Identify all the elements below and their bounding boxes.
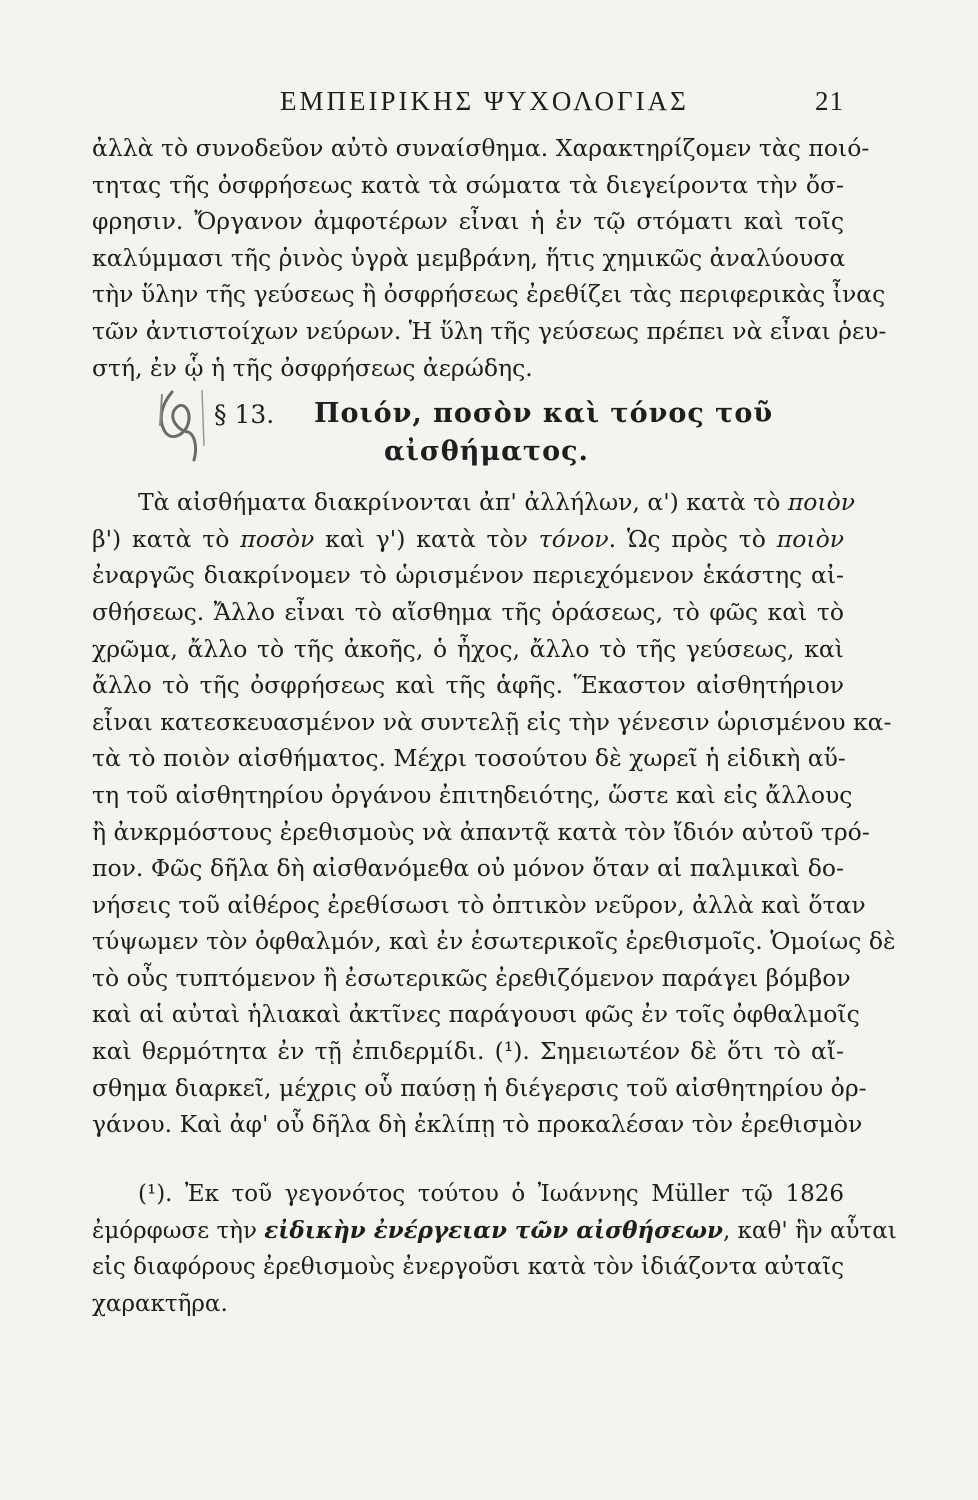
emphasized-phrase: εἰδικὴν ἐνέργειαν τῶν αἰσθήσεων <box>264 1217 723 1245</box>
footnote-separator <box>92 1143 844 1177</box>
text-line: ἄλλο τὸ τῆς ὀσφρήσεως καὶ τῆς ἁφῆς. Ἕκαστον αἰσθητήριον <box>92 671 844 700</box>
text-line <box>92 484 856 521</box>
text-run: ἐμόρφωσε τὴν <box>92 1218 265 1245</box>
text-line: καὶ αἱ αὐταὶ ἡλιακαὶ ἀκτῖνες παράγουσι φῶς ἐν τοῖς ὀφθαλμοῖς <box>92 1000 860 1029</box>
text-line: ἢ ἀνκρμόστους ἐρεθισμοὺς νὰ ἀπαντᾷ κατὰ τὸν ἴδιόν αὐτοῦ τρό- <box>92 817 870 846</box>
section-number: § 13. <box>214 400 275 430</box>
text-line: ἀλλὰ τὸ συνοδεῦον αὐτὸ συναίσθημα. Χαρακτηρίζομεν τὰς ποιό- <box>92 134 870 162</box>
text-line: σθήσεως. Ἄλλο εἶναι τὸ αἴσθημα τῆς ὁράσεως, τὸ φῶς καὶ τὸ <box>92 597 844 626</box>
running-head <box>92 78 844 124</box>
text-line: χρῶμα, ἄλλο τὸ τῆς ἀκοῆς, ὁ ἦχος, ἄλλο τὸ τῆς γεύσεως, καὶ <box>92 634 844 663</box>
section-title: Ποιόν, ποσὸν καὶ τόνος τοῦ <box>314 398 774 430</box>
text-line: τῶν ἀντιστοίχων νεύρων. Ἡ ὕλη τῆς γεύσεως πρέπει νὰ εἶναι ῥευ- <box>92 316 887 345</box>
text-line: καλύμμασι τῆς ῥινὸς ὑγρὰ μεμβράνη, ἥτις χημικῶς ἀναλύουσα <box>92 243 846 272</box>
footnote-line <box>92 1213 897 1250</box>
footnote-line: χαρακτῆρα. <box>92 1290 228 1317</box>
italic-term: ποσὸν <box>240 524 315 553</box>
text-line: νήσεις τοῦ αἰθέρος ἐρεθίσωσι τὸ ὀπτικὸν νεῦρον, ἀλλὰ καὶ ὅταν <box>92 890 866 919</box>
text-line: τη τοῦ αἰσθητηρίου ὀργάνου ἐπιτηδειότης, ὥστε καὶ εἰς ἄλλους <box>92 780 853 809</box>
italic-term: τόνον <box>538 524 609 553</box>
paragraph-2 <box>92 484 896 1143</box>
section-title-continued: αἰσθήματος. <box>384 436 589 468</box>
page-number: 21 <box>815 86 844 116</box>
paragraph-1 <box>92 130 887 386</box>
footnote <box>92 1177 897 1323</box>
text-run: Τὰ αἰσθήματα διακρίνονται ἀπ' ἀλλήλων, α') κατὰ τὸ <box>138 488 788 517</box>
text-line: γάνου. Καὶ ἀφ' οὗ δῆλα δὴ ἐκλίπῃ τὸ προκαλέσαν τὸν ἐρεθισμὸν <box>92 1110 863 1139</box>
text-run: β') κατὰ τὸ <box>92 524 241 553</box>
text-line: τητας τῆς ὀσφρήσεως κατὰ τὰ σώματα τὰ διεγείροντα τὴν ὄσ- <box>92 170 844 199</box>
text-line: φρησιν. Ὄργανον ἀμφοτέρων εἶναι ἡ ἐν τῷ στόματι καὶ τοῖς <box>92 207 844 236</box>
text-line: τὴν ὕλην τῆς γεύσεως ἢ ὀσφρήσεως ἐρεθίζει τὰς περιφερικὰς ἶνας <box>92 280 886 309</box>
text-line: ἐναργῶς διακρίνομεν τὸ ὡρισμένον περιεχόμενον ἑκάστης αἰ- <box>92 561 844 590</box>
section-heading <box>92 398 844 476</box>
text-run: . Ὡς πρὸς τὸ <box>608 524 777 553</box>
italic-term: ποιὸν <box>787 488 856 517</box>
text-line: πον. Φῶς δῆλα δὴ αἰσθανόμεθα οὐ μόνον ὅταν αἱ παλμικαὶ δο- <box>92 854 844 883</box>
text-line: στή, ἐν ᾧ ἡ τῆς ὀσφρήσεως ἀερώδης. <box>92 353 533 382</box>
text-line: τύψωμεν τὸν ὀφθαλμόν, καὶ ἐν ἐσωτερικοῖς ἐρεθισμοῖς. Ὁμοίως δὲ <box>92 927 896 956</box>
text-line: σθημα διαρκεῖ, μέχρις οὗ παύσῃ ἡ διέγερσις τοῦ αἰσθητηρίου ὀρ- <box>92 1073 867 1102</box>
text-line: καὶ θερμότητα ἐν τῇ ἐπιδερμίδι. (¹). Σημειωτέον δὲ ὅτι τὸ αἴ- <box>92 1037 844 1066</box>
italic-term: ποιὸν <box>776 524 845 553</box>
handwritten-mark-icon <box>154 386 216 466</box>
text-run: καὶ γ') κατὰ τὸν <box>314 524 539 553</box>
text-run: , καθ' ἣν αὗται <box>722 1218 897 1245</box>
footnote-line: (¹). Ἐκ τοῦ γεγονότος τούτου ὁ Ἰωάννης Müller τῷ 1826 <box>138 1180 844 1207</box>
book-page <box>92 78 897 1438</box>
running-title: ΕΜΠΕΙΡΙΚΗΣ ΨΥΧΟΛΟΓΙΑΣ <box>280 86 689 116</box>
footnote-line: εἰς διαφόρους ἐρεθισμοὺς ἐνεργοῦσι κατὰ τὸν ἰδιάζοντα αὐταῖς <box>92 1254 844 1281</box>
text-line <box>92 521 844 558</box>
text-line: τὸ οὖς τυπτόμενον ἢ ἐσωτερικῶς ἐρεθιζόμενον παράγει βόμβον <box>92 963 851 992</box>
text-line: εἶναι κατεσκευασμένον νὰ συντελῇ εἰς τὴν γένεσιν ὡρισμένου κα- <box>92 707 892 736</box>
text-line: τὰ τὸ ποιὸν αἰσθήματος. Μέχρι τοσούτου δὲ χωρεῖ ἡ εἰδικὴ αὕ- <box>92 744 846 773</box>
